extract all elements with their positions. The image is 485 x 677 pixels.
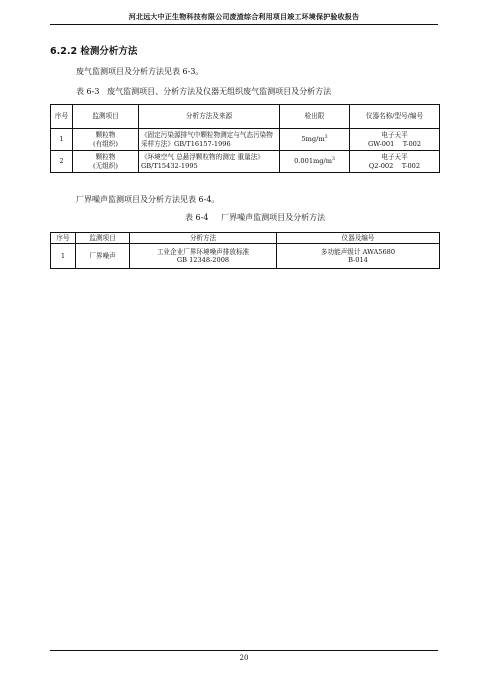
column-header: 分析方法及来源: [139, 105, 280, 129]
analysis-method: 《固定污染源排气中颗粒物测定与气态污染物采样方法》GB/T16157-1996: [139, 129, 280, 151]
column-header: 分析方法: [130, 233, 277, 244]
detection-limit-exponent: 3: [331, 157, 335, 163]
table-6-3-caption: [76, 86, 331, 97]
detection-limit: [280, 151, 350, 173]
table-6-3-caption-number: 表 6-3: [76, 87, 100, 96]
instrument: 电子天平 GW-001 T-002: [350, 129, 440, 151]
row-number: 1: [51, 129, 73, 151]
page-number: 20: [239, 654, 249, 662]
column-header: 监测项目: [73, 105, 139, 129]
column-header: 序号: [51, 233, 76, 244]
table-row: [51, 244, 440, 269]
monitoring-item: 颗粒物 (有组织): [73, 129, 139, 151]
table-6-4-caption-text: 厂界噪声监测项目及分析方法: [221, 213, 326, 222]
table-row: [51, 151, 440, 173]
page-header: 河北远大中正生物科技有限公司废渣综合利用项目竣工环境保护验收报告: [128, 12, 360, 21]
row-number: 1: [51, 244, 76, 269]
header-rule: [50, 24, 438, 25]
monitoring-item: 颗粒物 (无组织): [73, 151, 139, 173]
monitoring-item: 厂界噪声: [76, 244, 130, 269]
detection-limit: [280, 129, 350, 151]
column-header: 检出限: [280, 105, 350, 129]
gas-intro-paragraph: 废气监测项目及分析方法见表 6-3。: [76, 67, 204, 76]
table-6-3-caption-text: 废气监测项目、分析方法及仪器无组织废气监测项目及分析方法: [107, 87, 332, 96]
row-number: 2: [51, 151, 73, 173]
column-header: 仪器名称/型号/编号: [350, 105, 440, 129]
section-heading: [50, 43, 137, 57]
instrument: 多功能声级计 AWA5680 B-014: [277, 244, 440, 269]
table-6-4-caption: [185, 212, 325, 223]
column-header: 仪器及编号: [277, 233, 440, 244]
instrument: 电子天平 Q2-002 T-002: [350, 151, 440, 173]
detection-limit-value: 0.001mg/m: [294, 157, 332, 166]
table-6-4-caption-number: 表 6-4: [185, 213, 209, 222]
table-header-row: [51, 105, 440, 129]
table-row: [51, 129, 440, 151]
section-number: 6.2.2: [50, 46, 78, 57]
analysis-method: 工业企业厂界环境噪声排放标准 GB 12348-2008: [130, 244, 277, 269]
section-title: 检测分析方法: [80, 46, 138, 57]
gas-monitoring-table: [50, 104, 440, 173]
detection-limit-exponent: 3: [324, 135, 328, 141]
column-header: 序号: [51, 105, 73, 129]
noise-intro-paragraph: 厂界噪声监测项目及分析方法见表 6-4。: [76, 195, 220, 204]
detection-limit-value: 5mg/m: [301, 135, 325, 144]
column-header: 监测项目: [76, 233, 130, 244]
noise-monitoring-table: [50, 232, 440, 269]
footer-rule: [50, 650, 438, 651]
table-header-row: [51, 233, 440, 244]
analysis-method: 《环境空气 总悬浮颗粒物的测定 重量法》GB/T15432-1995: [139, 151, 280, 173]
